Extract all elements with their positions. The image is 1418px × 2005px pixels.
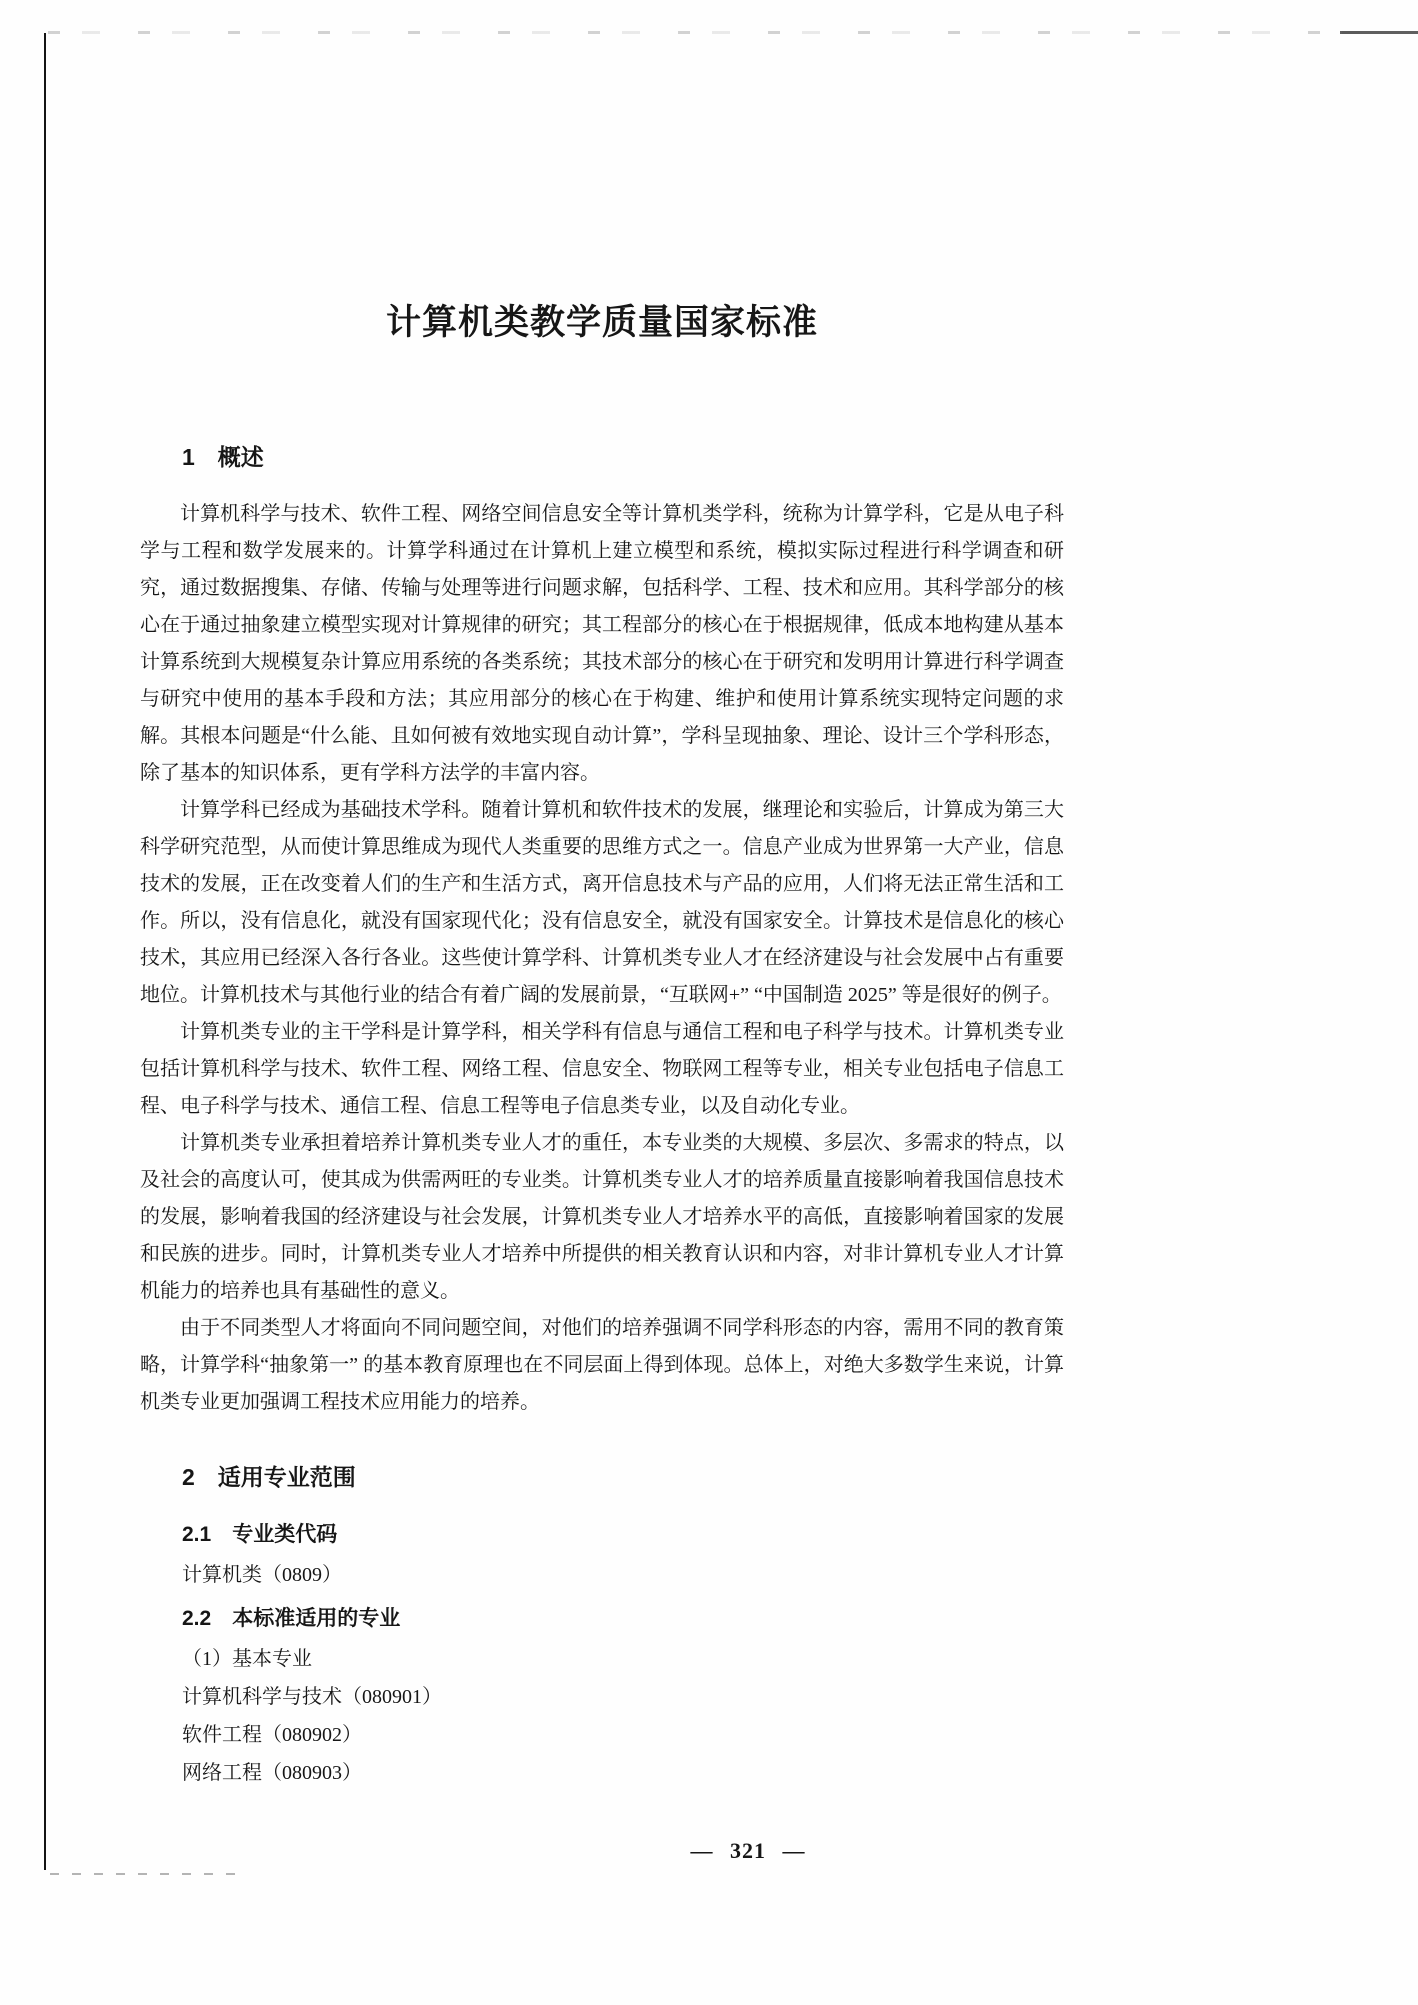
major-line-software-engineering: 软件工程（080902） — [182, 1724, 362, 1746]
section-1-paragraph-1: 计算机科学与技术、软件工程、网络空间信息安全等计算机类学科，统称为计算学科，它是从电子科学与工程和数学发展来的。计算学科通过在计算机上建立模型和系统，模拟实际过程进行科学调查和研究，通过数据搜集、存储、传输与处理等进行问题求解，包括科学、工程、技术和应用。其科学部分的核心在于通过抽象建立模型实现对计算规律的研究；其工程部分的核心在于根据规律，低成本地构建从基本计算系统到大规模复杂计算应用系统的各类系统；其技术部分的核心在于研究和发明用计算进行科学调查与研究中使用的基本手段和方法；其应用部分的核心在于构建、维护和使用计算系统实现特定问题的求解。其根本问题是“什么能、且如何被有效地实现自动计算”，学科呈现抽象、理论、设计三个学科形态，除了基本的知识体系，更有学科方法学的丰富内容。 — [140, 503, 1064, 784]
section-1-heading: 1 概述 — [182, 444, 264, 470]
page-number: — 321 — — [690, 1838, 806, 1863]
scan-artifact-bottom-dashes — [50, 1873, 240, 1875]
section-1-paragraph-3: 计算机类专业的主干学科是计算学科，相关学科有信息与通信工程和电子科学与技术。计算机类专业包括计算机科学与技术、软件工程、网络工程、信息安全、物联网工程等专业，相关专业包括电子信息工程、电子科学与技术、通信工程、信息工程等电子信息类专业，以及自动化专业。 — [140, 1021, 1064, 1117]
subsection-2-1-heading: 2.1 专业类代码 — [182, 1523, 338, 1546]
major-line-computer-science: 计算机科学与技术（080901） — [182, 1686, 442, 1708]
section-1-paragraph-4: 计算机类专业承担着培养计算机类专业人才的重任，本专业类的大规模、多层次、多需求的特点，以及社会的高度认可，使其成为供需两旺的专业类。计算机类专业人才的培养质量直接影响着我国信息技术的发展，影响着我国的经济建设与社会发展，计算机类专业人才培养水平的高低，直接影响着国家的发展和民族的进步。同时，计算机类专业人才培养中所提供的相关教育认识和内容，对非计算机专业人才计算机能力的培养也具有基础性的意义。 — [140, 1132, 1064, 1302]
basic-majors-label: （1）基本专业 — [182, 1648, 312, 1670]
major-class-code-line: 计算机类（0809） — [182, 1564, 342, 1586]
scan-artifact-top-dashes — [48, 31, 1378, 34]
major-line-network-engineering: 网络工程（080903） — [182, 1762, 362, 1784]
section-1-paragraph-5: 由于不同类型人才将面向不同问题空间，对他们的培养强调不同学科形态的内容，需用不同的教育策略，计算学科“抽象第一” 的基本教育原理也在不同层面上得到体现。总体上，对绝大多数学生来说，计算机类专业更加强调工程技术应用能力的培养。 — [140, 1317, 1064, 1413]
scan-artifact-left-edge — [44, 33, 46, 1870]
section-1-paragraph-2: 计算学科已经成为基础技术学科。随着计算机和软件技术的发展，继理论和实验后，计算成为第三大科学研究范型，从而使计算思维成为现代人类重要的思维方式之一。信息产业成为世界第一大产业，信息技术的发展，正在改变着人们的生产和生活方式，离开信息技术与产品的应用，人们将无法正常生活和工作。所以，没有信息化，就没有国家现代化；没有信息安全，就没有国家安全。计算技术是信息化的核心技术，其应用已经深入各行各业。这些使计算学科、计算机类专业人才在经济建设与社会发展中占有重要地位。计算机技术与其他行业的结合有着广阔的发展前景，“互联网+” “中国制造 2025” 等是很好的例子。 — [140, 799, 1064, 1006]
document-title: 计算机类教学质量国家标准 — [385, 303, 818, 342]
subsection-2-2-heading: 2.2 本标准适用的专业 — [182, 1607, 401, 1630]
section-2-heading: 2 适用专业范围 — [182, 1464, 356, 1490]
document-content — [140, 300, 1064, 1787]
